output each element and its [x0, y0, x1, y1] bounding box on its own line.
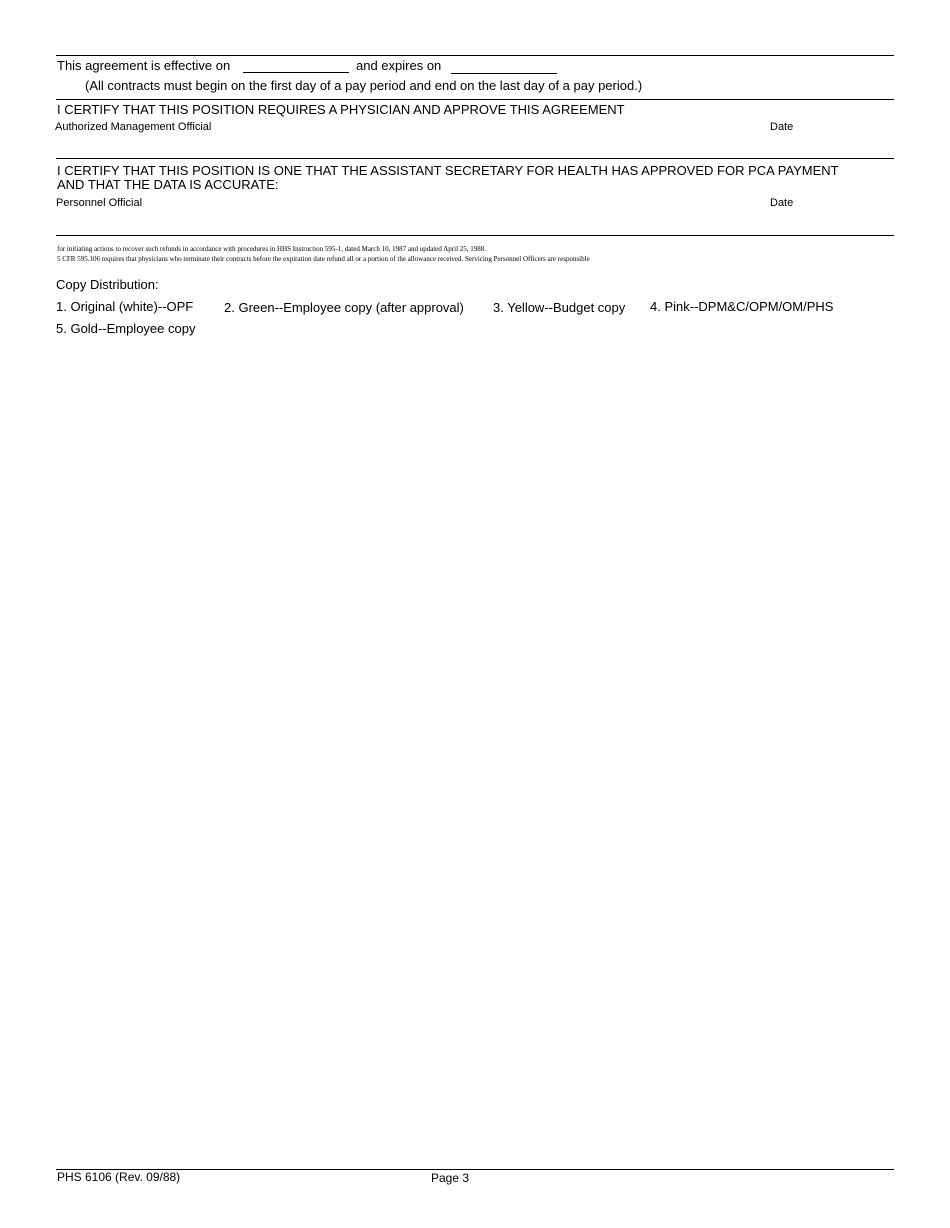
distribution-item: 1. Original (white)--OPF: [56, 299, 194, 314]
management-date-field[interactable]: [770, 136, 890, 156]
page-number: Page 3: [431, 1171, 470, 1185]
management-signature-field[interactable]: [56, 136, 756, 156]
management-official-label: Authorized Management Official: [55, 121, 212, 133]
personnel-date-field[interactable]: [770, 212, 890, 232]
effective-label: This agreement is effective on: [57, 58, 231, 73]
management-date-label: Date: [770, 121, 794, 133]
effective-date-input[interactable]: [244, 58, 348, 72]
footer-rule: [56, 1169, 894, 1170]
expires-label: and expires on: [356, 58, 442, 73]
personnel-certification-line2: AND THAT THE DATA IS ACCURATE:: [57, 177, 279, 192]
personnel-official-label: Personnel Official: [56, 197, 143, 209]
pay-period-note: (All contracts must begin on the first day of a pay period and end on the last day of a pay period.): [85, 78, 643, 93]
footnote-rule: [56, 235, 894, 236]
footnote-line1: for initiating actions to recover such refunds in accordance with procedures in HHS Instruction 595-1, dated March 10, 1987 and updated April 25, 1988.: [57, 245, 487, 253]
management-certification-statement: I CERTIFY THAT THIS POSITION REQUIRES A PHYSICIAN AND APPROVE THIS AGREEMENT: [57, 102, 625, 117]
distribution-item: 5. Gold--Employee copy: [56, 321, 196, 336]
personnel-section-rule: [56, 158, 894, 159]
distribution-item: 2. Green--Employee copy (after approval): [224, 300, 464, 315]
form-identifier: PHS 6106 (Rev. 09/88): [57, 1170, 181, 1184]
personnel-certification-line1: I CERTIFY THAT THIS POSITION IS ONE THAT THE ASSISTANT SECRETARY FOR HEALTH HAS APPROVED FOR PCA PAYMENT: [57, 163, 839, 178]
distribution-item: 4. Pink--DPM&C/OPM/OM/PHS: [650, 299, 834, 314]
expires-date-underline: [451, 73, 557, 74]
footnote-line2: 5 CFR 595.106 requires that physicians who terminate their contracts before the expiration date refund all or a portion of the allowance received. Servicing Personnel Officers are responsible: [57, 255, 590, 263]
expires-date-input[interactable]: [452, 58, 555, 72]
personnel-signature-field[interactable]: [56, 212, 756, 232]
effective-date-underline: [243, 72, 349, 73]
copy-distribution-heading: Copy Distribution:: [56, 277, 159, 292]
distribution-item: 3. Yellow--Budget copy: [493, 300, 626, 315]
personnel-date-label: Date: [770, 197, 794, 209]
management-section-rule: [56, 99, 894, 100]
top-rule: [56, 55, 894, 56]
